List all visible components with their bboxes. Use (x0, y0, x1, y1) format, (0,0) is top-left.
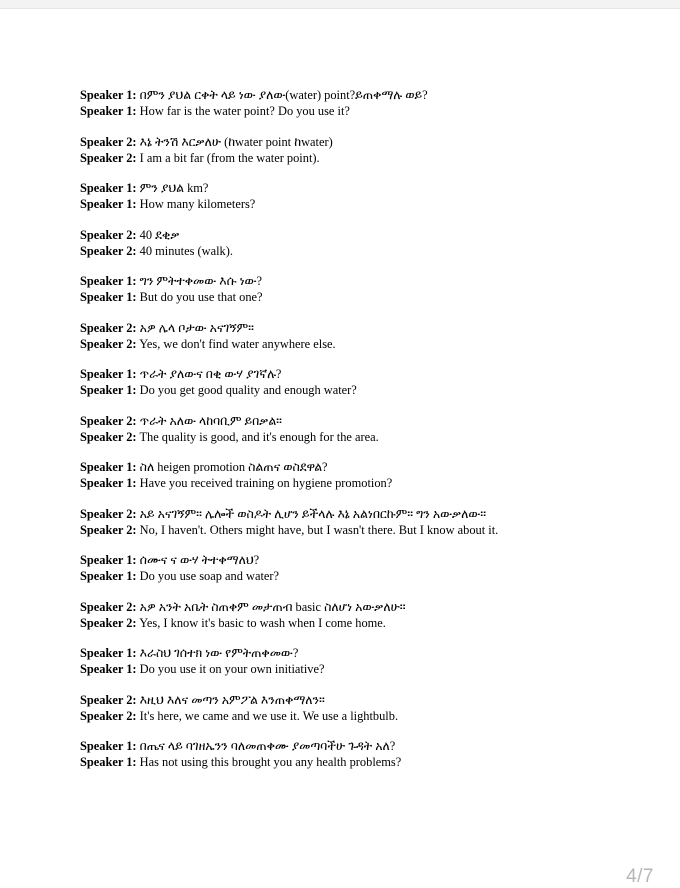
utterance-text: አይ አናገኝም። ሌሎች ወስዶት ሊሆን ይችላሉ እኔ አልነበርኩም። ግን አውቃለው። (139, 506, 487, 521)
original-line (80, 134, 660, 150)
dialogue-turn (80, 134, 660, 166)
dialogue-turn (80, 506, 660, 538)
original-line (80, 413, 660, 429)
utterance-text: በጤና ላይ ባገዘኤንን ባለመጠቀሙ ያመጣባችሁ ጉዳት አለ? (139, 739, 396, 753)
original-line (80, 599, 660, 615)
speaker-label: Speaker 2: (80, 506, 137, 521)
utterance-text: How many kilometers? (139, 197, 256, 211)
original-line (80, 459, 660, 475)
speaker-label: Speaker 1: (80, 383, 137, 397)
translation-line (80, 568, 660, 584)
page-indicator: 4/7 (626, 866, 654, 887)
utterance-text: But do you use that one? (139, 290, 263, 304)
dialogue-turn (80, 366, 660, 398)
speaker-label: Speaker 2: (80, 692, 137, 707)
utterance-text: No, I haven't. Others might have, but I wasn't there. But I know about it. (139, 522, 499, 537)
translation-line (80, 196, 660, 212)
dialogue-turn (80, 87, 660, 119)
translation-line (80, 382, 660, 398)
utterance-text: Do you get good quality and enough water? (139, 383, 357, 397)
speaker-label: Speaker 1: (80, 181, 137, 195)
original-line (80, 273, 660, 289)
speaker-label: Speaker 2: (80, 599, 137, 614)
speaker-label: Speaker 1: (80, 104, 137, 118)
transcript-page (80, 87, 660, 785)
dialogue-turn (80, 692, 660, 724)
utterance-text: Do you use soap and water? (139, 569, 280, 583)
speaker-label: Speaker 1: (80, 367, 137, 381)
utterance-text: አዎ አንት አቤት ስጠቀም መታጠብ basic ስለሆነ አውቃለሁ። (139, 599, 406, 614)
speaker-label: Speaker 1: (80, 290, 137, 304)
dialogue-turn (80, 599, 660, 631)
speaker-label: Speaker 1: (80, 569, 137, 583)
speaker-label: Speaker 1: (80, 553, 137, 567)
utterance-text: Has not using this brought you any health problems? (139, 755, 402, 769)
speaker-label: Speaker 1: (80, 88, 137, 102)
utterance-text: እኔ ትንሽ እርቃለሁ (ከwater point ከwater) (139, 134, 333, 149)
viewer-top-bar (0, 0, 680, 9)
speaker-label: Speaker 1: (80, 662, 137, 676)
original-line (80, 738, 660, 754)
translation-line (80, 289, 660, 305)
translation-line (80, 150, 660, 166)
utterance-text: ጥራት አለው ላከባቢም ይበቃል። (139, 413, 282, 428)
speaker-label: Speaker 1: (80, 476, 137, 490)
original-line (80, 320, 660, 336)
original-line (80, 227, 660, 243)
speaker-label: Speaker 2: (80, 243, 137, 258)
translation-line (80, 661, 660, 677)
original-line (80, 366, 660, 382)
speaker-label: Speaker 2: (80, 150, 137, 165)
utterance-text: ስለ heigen promotion ስልጠና ወስደዋል? (139, 460, 328, 474)
utterance-text: ሰሙና ና ውሃ ትተቀማለህ? (139, 553, 260, 567)
speaker-label: Speaker 2: (80, 413, 137, 428)
translation-line (80, 615, 660, 631)
speaker-label: Speaker 2: (80, 134, 137, 149)
dialogue-turn (80, 413, 660, 445)
original-line (80, 87, 660, 103)
utterance-text: 40 ደቂቃ (139, 227, 180, 242)
utterance-text: It's here, we came and we use it. We use a lightbulb. (139, 708, 399, 723)
translation-line (80, 754, 660, 770)
original-line (80, 552, 660, 568)
translation-line (80, 708, 660, 724)
dialogue-turn (80, 645, 660, 677)
utterance-text: ጥራት ያለውና በቂ ውሃ ያገኛሉ? (139, 367, 282, 381)
utterance-text: በምን ያህል ርቀት ላይ ነው ያለው(water) point?ይጠቀማሉ ወይ? (139, 88, 428, 102)
translation-line (80, 103, 660, 119)
utterance-text: Have you received training on hygiene promotion? (139, 476, 393, 490)
speaker-label: Speaker 2: (80, 336, 137, 351)
dialogue-turn (80, 273, 660, 305)
speaker-label: Speaker 2: (80, 227, 137, 242)
speaker-label: Speaker 2: (80, 429, 137, 444)
speaker-label: Speaker 2: (80, 522, 137, 537)
speaker-label: Speaker 1: (80, 646, 137, 660)
translation-line (80, 475, 660, 491)
translation-line (80, 522, 660, 538)
utterance-text: ግን ምትተቀመው እሱ ነው? (139, 274, 262, 288)
utterance-text: 40 minutes (walk). (139, 243, 233, 258)
utterance-text: Yes, I know it's basic to wash when I come home. (139, 615, 386, 630)
speaker-label: Speaker 2: (80, 320, 137, 335)
dialogue-turn (80, 227, 660, 259)
utterance-text: እዚህ እለና መጣን አምፖል እንጠቀማለን። (139, 692, 325, 707)
dialogue-turn (80, 738, 660, 770)
utterance-text: The quality is good, and it's enough for the area. (139, 429, 379, 444)
utterance-text: ምን ያህል km? (139, 181, 209, 195)
speaker-label: Speaker 2: (80, 708, 137, 723)
speaker-label: Speaker 1: (80, 739, 137, 753)
original-line (80, 645, 660, 661)
dialogue-turn (80, 552, 660, 584)
speaker-label: Speaker 2: (80, 615, 137, 630)
dialogue-turn (80, 180, 660, 212)
translation-line (80, 336, 660, 352)
speaker-label: Speaker 1: (80, 460, 137, 474)
original-line (80, 506, 660, 522)
utterance-text: አዎ ሌላ ቦታው አናገኝም። (139, 320, 254, 335)
translation-line (80, 243, 660, 259)
translation-line (80, 429, 660, 445)
utterance-text: Yes, we don't find water anywhere else. (139, 336, 336, 351)
dialogue-turn (80, 320, 660, 352)
original-line (80, 692, 660, 708)
utterance-text: How far is the water point? Do you use it? (139, 104, 350, 118)
utterance-text: እራስህ ገሰተክ ነው የምትጠቀመው? (139, 646, 299, 660)
dialogue-turn (80, 459, 660, 491)
speaker-label: Speaker 1: (80, 274, 137, 288)
utterance-text: Do you use it on your own initiative? (139, 662, 325, 676)
utterance-text: I am a bit far (from the water point). (139, 150, 320, 165)
original-line (80, 180, 660, 196)
speaker-label: Speaker 1: (80, 755, 137, 769)
speaker-label: Speaker 1: (80, 197, 137, 211)
